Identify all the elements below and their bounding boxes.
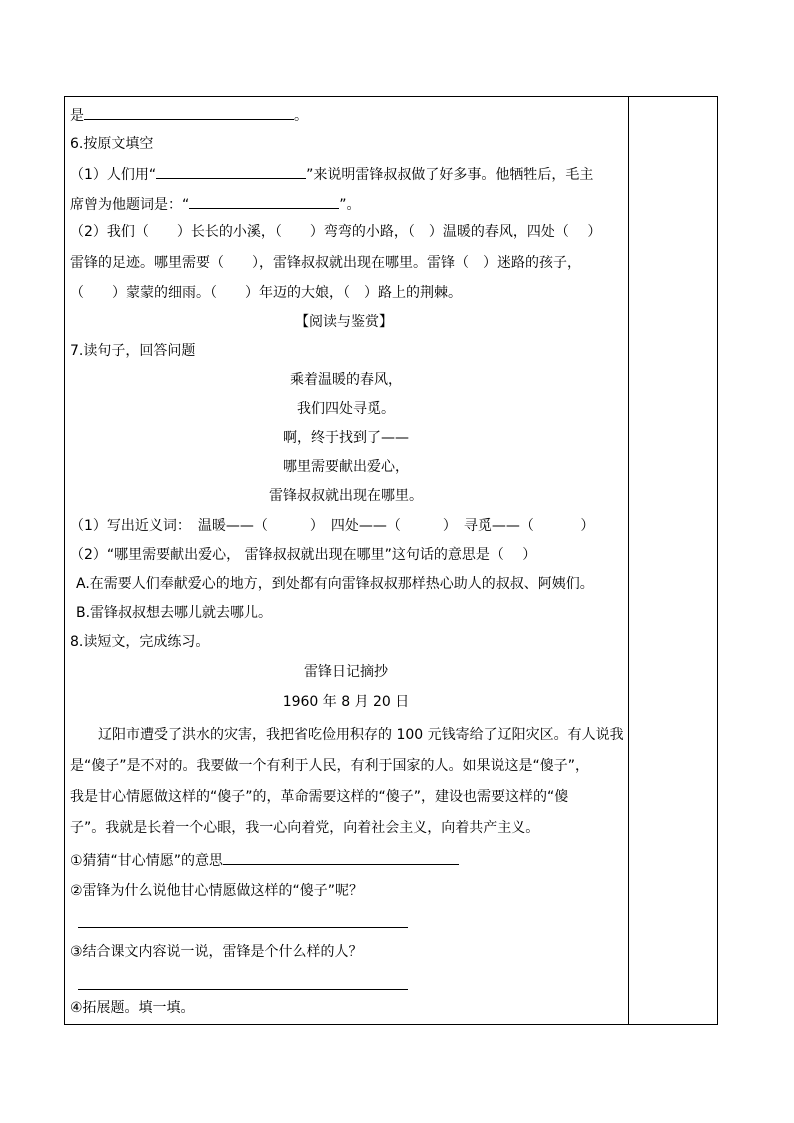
q6-part2-line3: （ ）蒙蒙的细雨。（ ）年迈的大娘，（ ）路上的荆棘。 bbox=[70, 285, 462, 301]
q7-title: 7.读句子，回答问题 bbox=[70, 343, 196, 359]
q8-question-4: ④拓展题。填一填。 bbox=[70, 1000, 195, 1016]
q8-q2-answer-line[interactable] bbox=[78, 927, 408, 928]
q7-poem-line-2: 我们四处寻觅。 bbox=[297, 401, 395, 417]
section-heading: 【阅读与鉴赏】 bbox=[295, 314, 393, 330]
q6-p1-blank1[interactable] bbox=[156, 163, 306, 179]
q6-p1-text-d: ”。 bbox=[339, 197, 361, 213]
q6-p1-text-a: （1）人们用“ bbox=[70, 167, 157, 183]
q7-poem-line-4: 哪里需要献出爱心， bbox=[283, 459, 409, 475]
q7-sub2: （2）“哪里需要献出爱心， 雷锋叔叔就出现在哪里”这句话的意思是（ ） bbox=[70, 547, 537, 563]
q7-poem-line-3: 啊，终于找到了—— bbox=[283, 430, 409, 446]
passage-line-3: 我是甘心情愿做这样的“傻子”的，革命需要这样的“傻子”，建设也需要这样的“傻 bbox=[70, 789, 569, 805]
q6-part2-line1: （2）我们（ ）长长的小溪，（ ）弯弯的小路，（ ）温暖的春风，四处（ ） bbox=[70, 224, 602, 240]
q6-p1-text-c: 席曾为他题词是：“ bbox=[70, 197, 190, 213]
q7-poem-line-5: 雷锋叔叔就出现在哪里。 bbox=[269, 488, 423, 504]
q6-part2-line2: 雷锋的足迹。哪里需要（ ），雷锋叔叔就出现在哪里。雷锋（ ）迷路的孩子， bbox=[70, 255, 581, 271]
q8-q1-text: ①猜猜“甘心情愿”的意思 bbox=[70, 853, 224, 869]
q6-part1-line1 bbox=[70, 163, 593, 185]
q7-sub1: （1）写出近义词： 温暖——（ ） 四处——（ ） 寻觅——（ ） bbox=[70, 518, 595, 534]
passage-line-2: 是“傻子”是不对的。我要做一个有利于人民，有利于国家的人。如果说这是“傻子”， bbox=[70, 758, 590, 774]
q8-q3-answer-line[interactable] bbox=[78, 989, 408, 990]
passage-line-1: 辽阳市遭受了洪水的灾害，我把省吃俭用积存的 100 元钱寄给了辽阳灾区。有人说我 bbox=[98, 727, 624, 743]
q5-prefix: 是 bbox=[70, 108, 84, 124]
q5-suffix: 。 bbox=[294, 108, 308, 124]
q8-question-1 bbox=[70, 849, 459, 871]
q8-title: 8.读短文，完成练习。 bbox=[70, 634, 210, 650]
q8-question-3: ③结合课文内容说一说，雷锋是个什么样的人？ bbox=[70, 944, 363, 960]
q6-title: 6.按原文填空 bbox=[70, 136, 154, 152]
q5-answer-line bbox=[70, 104, 308, 126]
passage-title: 雷锋日记摘抄 bbox=[304, 664, 388, 680]
q8-q1-blank[interactable] bbox=[223, 849, 459, 865]
q6-p1-text-b: ”来说明雷锋叔叔做了好多事。他牺牲后，毛主 bbox=[306, 167, 594, 183]
q6-part1-line2 bbox=[70, 193, 361, 215]
q8-question-2: ②雷锋为什么说他甘心情愿做这样的“傻子”呢？ bbox=[70, 883, 364, 899]
passage-line-4: 子”。我就是长着一个心眼，我一心向着党，向着社会主义，向着共产主义。 bbox=[70, 820, 540, 836]
passage-date: 1960 年 8 月 20 日 bbox=[282, 694, 410, 710]
column-divider bbox=[628, 96, 629, 1025]
q5-blank[interactable] bbox=[84, 104, 294, 120]
q7-option-b: B.雷锋叔叔想去哪儿就去哪儿。 bbox=[76, 605, 273, 621]
q7-poem-line-1: 乘着温暖的春风， bbox=[290, 372, 402, 388]
q6-p1-blank2[interactable] bbox=[189, 193, 339, 209]
q7-option-a: A.在需要人们奉献爱心的地方，到处都有向雷锋叔叔那样热心助人的叔叔、阿姨们。 bbox=[76, 576, 594, 592]
